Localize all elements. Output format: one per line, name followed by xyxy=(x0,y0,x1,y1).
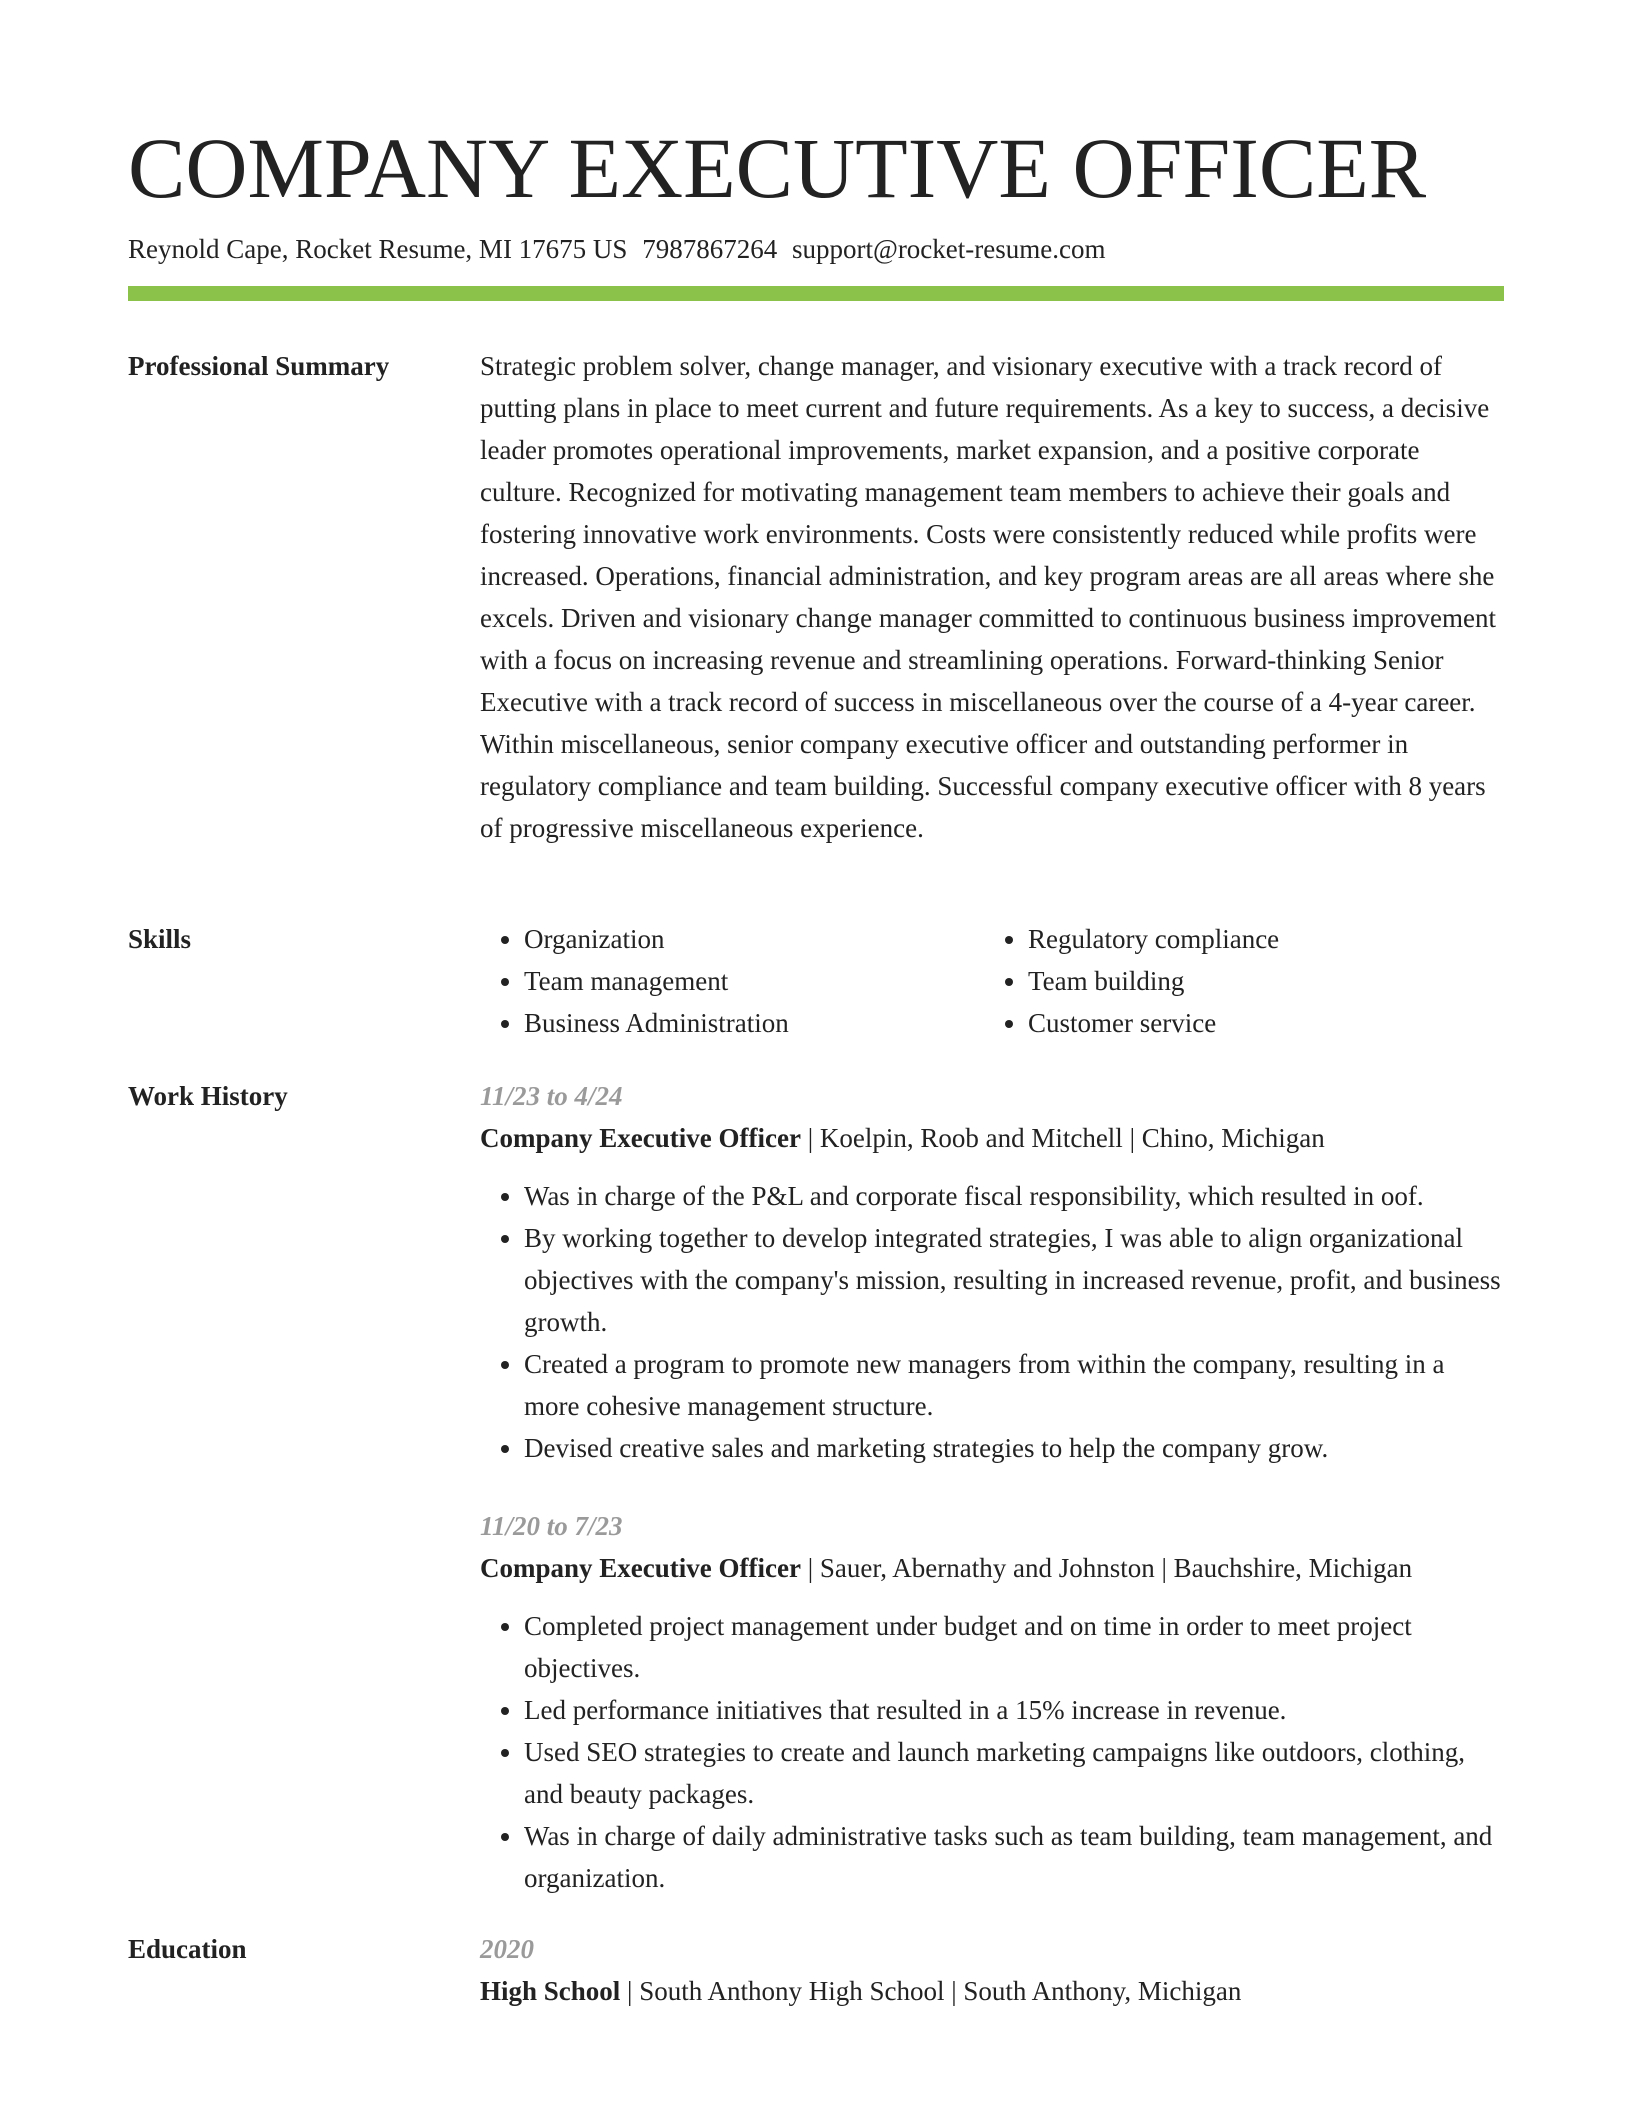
separator: | xyxy=(1154,1553,1174,1583)
skills-columns xyxy=(480,918,1490,1044)
education-school: South Anthony High School xyxy=(639,1976,945,2006)
skills-list-left xyxy=(480,918,984,1044)
job-entry xyxy=(480,1505,1504,1899)
separator: | xyxy=(800,1553,820,1583)
separator: | xyxy=(800,1123,820,1153)
separator: | xyxy=(620,1976,640,2006)
work-history-heading: Work History xyxy=(128,1081,288,1111)
summary-heading: Professional Summary xyxy=(128,351,390,381)
contact-address: Reynold Cape, Rocket Resume, MI 17675 US xyxy=(128,234,628,264)
summary-text: Strategic problem solver, change manager, and visionary executive with a track record of putting plans in place to meet current and future requirements. As a key to success, a decisive leader promotes operational improvements, market expansion, and a positive corporate culture. Recognized for motivating management team members to achieve their goals and fostering innovative work environments. Costs were consistently reduced while profits were increased. Operations, financial administration, and key program areas are all areas where she excels. Driven and visionary change manager committed to continuous business improvement with a focus on increasing revenue and streamlining operations. Forward-thinking Senior Executive with a track record of success in miscellaneous over the course of a 4-year career. Within miscellaneous, senior company executive officer and outstanding performer in regulatory compliance and team building. Successful company executive officer with 8 years of progressive miscellaneous experience. xyxy=(480,351,1496,843)
contact-line xyxy=(128,231,1105,267)
skills-heading: Skills xyxy=(128,924,192,954)
contact-phone: 7987867264 xyxy=(642,234,778,264)
education-body xyxy=(480,1928,1504,2012)
job-company: Sauer, Abernathy and Johnston xyxy=(819,1553,1155,1583)
job-date: 11/20 to 7/23 xyxy=(480,1511,623,1541)
skill-item: • Business Administration xyxy=(524,1002,984,1044)
education-heading-line xyxy=(480,1970,1504,2012)
job-bullet: • Was in charge of daily administrative tasks such as team building, team management, and organization. xyxy=(524,1815,1504,1899)
job-bullet: • By working together to develop integrated strategies, I was able to align organizational objectives with the company's mission, resulting in increased revenue, profit, and business growth. xyxy=(524,1217,1504,1343)
job-bullets xyxy=(480,1605,1504,1899)
job-entry xyxy=(480,1075,1504,1469)
work-history-body xyxy=(480,1075,1504,1899)
education-year: 2020 xyxy=(480,1934,534,1964)
skill-item: • Regulatory compliance xyxy=(1028,918,1488,960)
education-heading: Education xyxy=(128,1934,247,1964)
job-title: Company Executive Officer xyxy=(480,1123,801,1153)
summary-body xyxy=(480,345,1504,849)
separator: | xyxy=(944,1976,964,2006)
skill-item: • Customer service xyxy=(1028,1002,1488,1044)
skill-item: • Team management xyxy=(524,960,984,1002)
skills-body xyxy=(480,918,1504,1044)
job-bullet: • Was in charge of the P&L and corporate fiscal responsibility, which resulted in oof. xyxy=(524,1175,1504,1217)
job-bullet: • Devised creative sales and marketing strategies to help the company grow. xyxy=(524,1427,1504,1469)
job-bullet: • Created a program to promote new managers from within the company, resulting in a more cohesive management structure. xyxy=(524,1343,1504,1427)
separator: | xyxy=(1122,1123,1142,1153)
job-heading xyxy=(480,1117,1504,1159)
job-bullet: • Led performance initiatives that resulted in a 15% increase in revenue. xyxy=(524,1689,1504,1731)
resume-title: COMPANY EXECUTIVE OFFICER xyxy=(128,120,1427,216)
job-bullet: • Completed project management under budget and on time in order to meet project objectives. xyxy=(524,1605,1504,1689)
job-date: 11/23 to 4/24 xyxy=(480,1081,623,1111)
job-bullet: • Used SEO strategies to create and launch marketing campaigns like outdoors, clothing, and beauty packages. xyxy=(524,1731,1504,1815)
job-title: Company Executive Officer xyxy=(480,1553,801,1583)
contact-email[interactable]: support@rocket-resume.com xyxy=(791,234,1106,264)
header-divider xyxy=(128,286,1504,301)
education-location: South Anthony, Michigan xyxy=(963,1976,1242,2006)
job-heading xyxy=(480,1547,1504,1589)
skills-list-right xyxy=(984,918,1488,1044)
job-location: Bauchshire, Michigan xyxy=(1173,1553,1413,1583)
job-location: Chino, Michigan xyxy=(1141,1123,1325,1153)
skill-item: • Team building xyxy=(1028,960,1488,1002)
skill-item: • Organization xyxy=(524,918,984,960)
education-degree: High School xyxy=(480,1976,621,2006)
job-company: Koelpin, Roob and Mitchell xyxy=(819,1123,1123,1153)
job-bullets xyxy=(480,1175,1504,1469)
